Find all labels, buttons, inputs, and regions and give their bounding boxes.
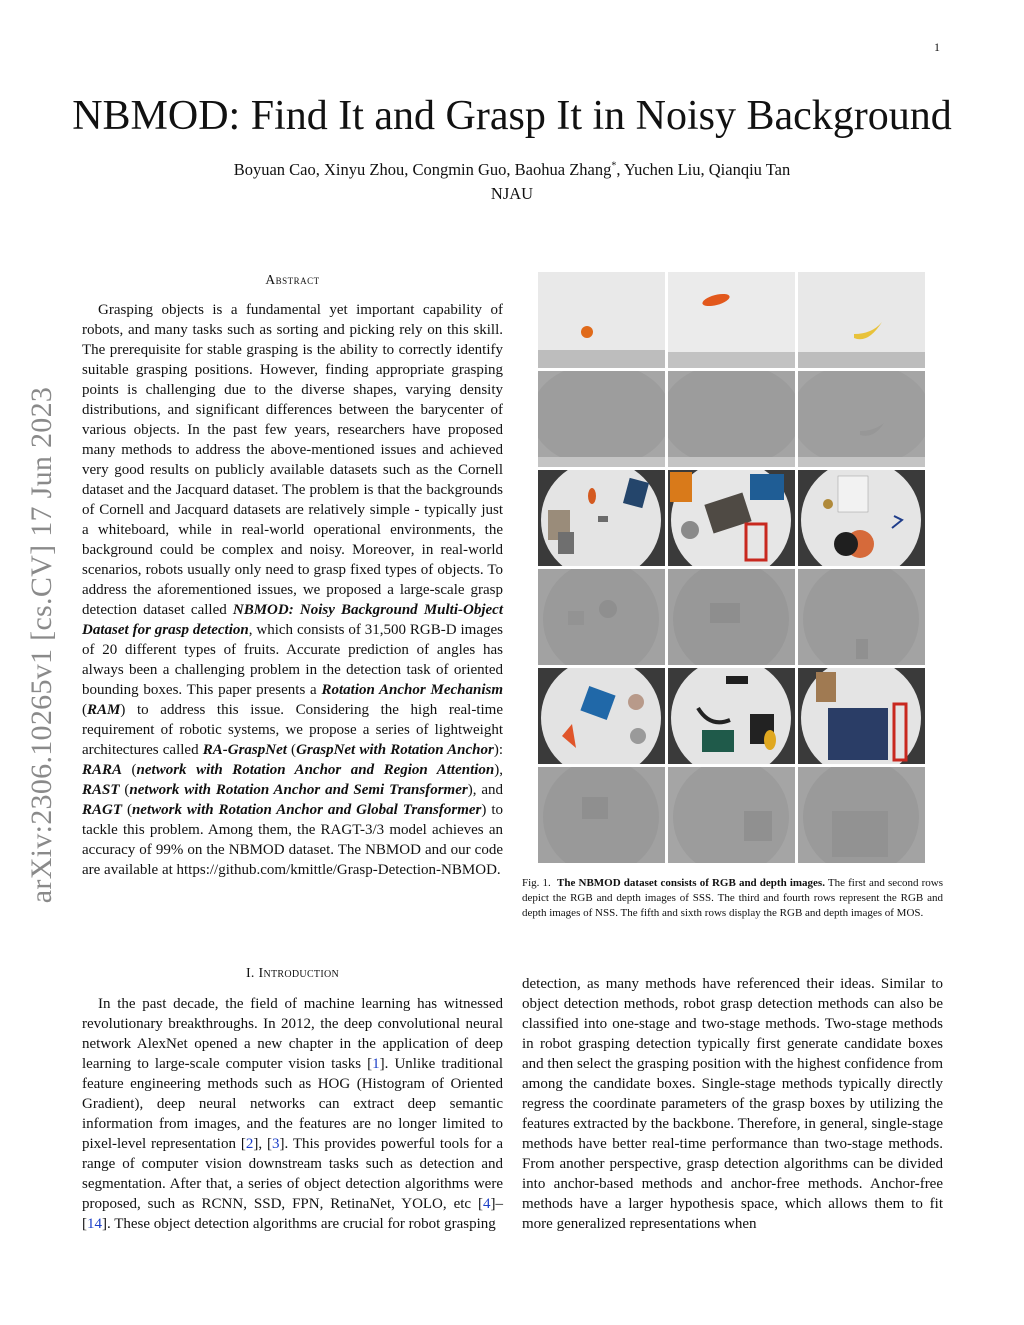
abstract-heading: Abstract [265, 272, 320, 287]
image-nss-depth-1 [538, 569, 665, 665]
image-mos-rgb-2 [668, 668, 795, 764]
image-sss-depth-3 [798, 371, 925, 467]
affiliation: NJAU [490, 184, 534, 203]
figure-label: Fig. 1. [522, 877, 551, 889]
citation-link[interactable]: 3 [271, 1136, 280, 1152]
section-heading-introduction: I. Introduction [245, 966, 340, 981]
figure-caption [522, 876, 943, 921]
image-sss-rgb-carrot [668, 272, 795, 368]
paper-title: NBMOD: Find It and Grasp It in Noisy Background [72, 93, 952, 139]
page-number: 1 [934, 40, 940, 54]
image-nss-rgb-1 [538, 470, 665, 566]
arxiv-identifier: arXiv:2306.10265v1 [cs.CV] 17 Jun 2023 [25, 386, 58, 904]
authors-rest: , Yuchen Liu, Qianqiu Tan [616, 160, 791, 179]
image-nss-depth-2 [668, 569, 795, 665]
image-sss-rgb-banana [798, 272, 925, 368]
author-list [0, 160, 1024, 180]
citation-link[interactable]: 2 [245, 1136, 254, 1152]
image-sss-depth-1 [538, 371, 665, 467]
authors-main: Boyuan Cao, Xinyu Zhou, Congmin Guo, Baohua Zhang [233, 160, 612, 179]
introduction-paragraph-continued: detection, as many methods have referenced their ideas. Similar to object detection methods, robot grasp detection methods can also be classified into one-stage and two-stage methods. Two-stage methods in robot grasping detection typically first generate candidate boxes and then select the grasping position with the highest confidence from among the candidate boxes. Single-stage methods typically directly regress the coordinate parameters of the grasp boxes by utilizing the features extracted by the backbone. Therefore, in general, single-stage methods have better real-time performance than two-stage methods. From another perspective, grasp detection algorithms can be divided into anchor-based methods and anchor-free methods. Anchor-free methods have a larger hypothesis space, which allows them to fit more generalized representations when [522, 976, 943, 1232]
citation-link[interactable]: 4 [483, 1196, 491, 1212]
citation-link[interactable]: 1 [372, 1056, 380, 1072]
introduction-paragraph: In the past decade, the field of machine learning has witnessed revolutionary breakthroughs. In 2012, the deep convolutional neural network AlexNet opened a new chapter in the application of deep learning to large-scale computer vision tasks [1]. Unlike traditional feature engineering methods such as HOG (Histogram of Oriented Gradient), deep neural networks can extract deep semantic information from images, and the features are no longer limited to pixel-level representation [2], [3]. This provides powerful tools for a range of computer vision downstream tasks such as detection and segmentation. After that, a series of object detection algorithms were proposed, such as RCNN, SSD, FPN, RetinaNet, YOLO, etc [4]–[14]. These object detection algorithms are crucial for robot grasping [82, 996, 504, 1232]
image-sss-depth-2 [668, 371, 795, 467]
image-nss-rgb-3 [798, 470, 925, 566]
citation-link[interactable]: 14 [87, 1216, 102, 1232]
image-mos-depth-3 [798, 767, 925, 863]
abstract-text: Grasping objects is a fundamental yet important capability of robots, and many tasks such as sorting and picking rely on this skill. The prerequisite for stable grasping is the ability to correctly identify suitable grasping positions. However, finding appropriate grasping points is challenging due to the diverse shapes, varying density distributions, and significant differences between the barycenter of various objects. In the past few years, researchers have proposed many methods to address the above-mentioned issues and achieved very good results on publicly available datasets such as the Cornell dataset and the Jacquard dataset. The problem is that the backgrounds of Cornell and Jacquard datasets are relatively simple - typically just a whiteboard, while in real-world operational environments, the background could be complex and noisy. Moreover, in real-world scenarios, robots usually only need to grasp fixed types of objects. To address the aforementioned issues, we proposed a large-scale grasp detection dataset called NBMOD: Noisy Background Multi-Object Dataset for grasp detection, which consists of 31,500 RGB-D images of 20 different types of fruits. Accurate prediction of angles has always been a challenging problem in the detection task of oriented bounding boxes. This paper presents a Rotation Anchor Mechanism (RAM) to address this issue. Considering the high real-time requirement of robotic systems, we propose a series of lightweight architectures called RA-GraspNet (GraspNet with Rotation Anchor): RARA (network with Rotation Anchor and Region Attention), RAST (network with Rotation Anchor and Semi Transformer), and RAGT (network with Rotation Anchor and Global Transformer) to tackle this problem. Among them, the RAGT-3/3 model achieves an accuracy of 99% on the NBMOD dataset. The NBMOD and our code are available at https://github.com/kmittle/Grasp-Detection-NBMOD. [82, 302, 504, 878]
image-mos-depth-1 [538, 767, 665, 863]
figure-dataset-grid [538, 272, 926, 860]
figure-caption-rest: The first and second rows depict the RGB and depth images of SSS. The third and fourth rows represent the RGB and depth images of NSS. The fifth and sixth rows display the RGB and depth images of MOS. [522, 877, 943, 919]
image-mos-rgb-3 [798, 668, 925, 764]
image-mos-depth-2 [668, 767, 795, 863]
image-nss-rgb-2 [668, 470, 795, 566]
image-sss-rgb-orange [538, 272, 665, 368]
image-nss-depth-3 [798, 569, 925, 665]
figure-caption-bold: The NBMOD dataset consists of RGB and depth images. [557, 877, 825, 889]
corresponding-author-mark: * [611, 160, 617, 172]
image-mos-rgb-1 [538, 668, 665, 764]
